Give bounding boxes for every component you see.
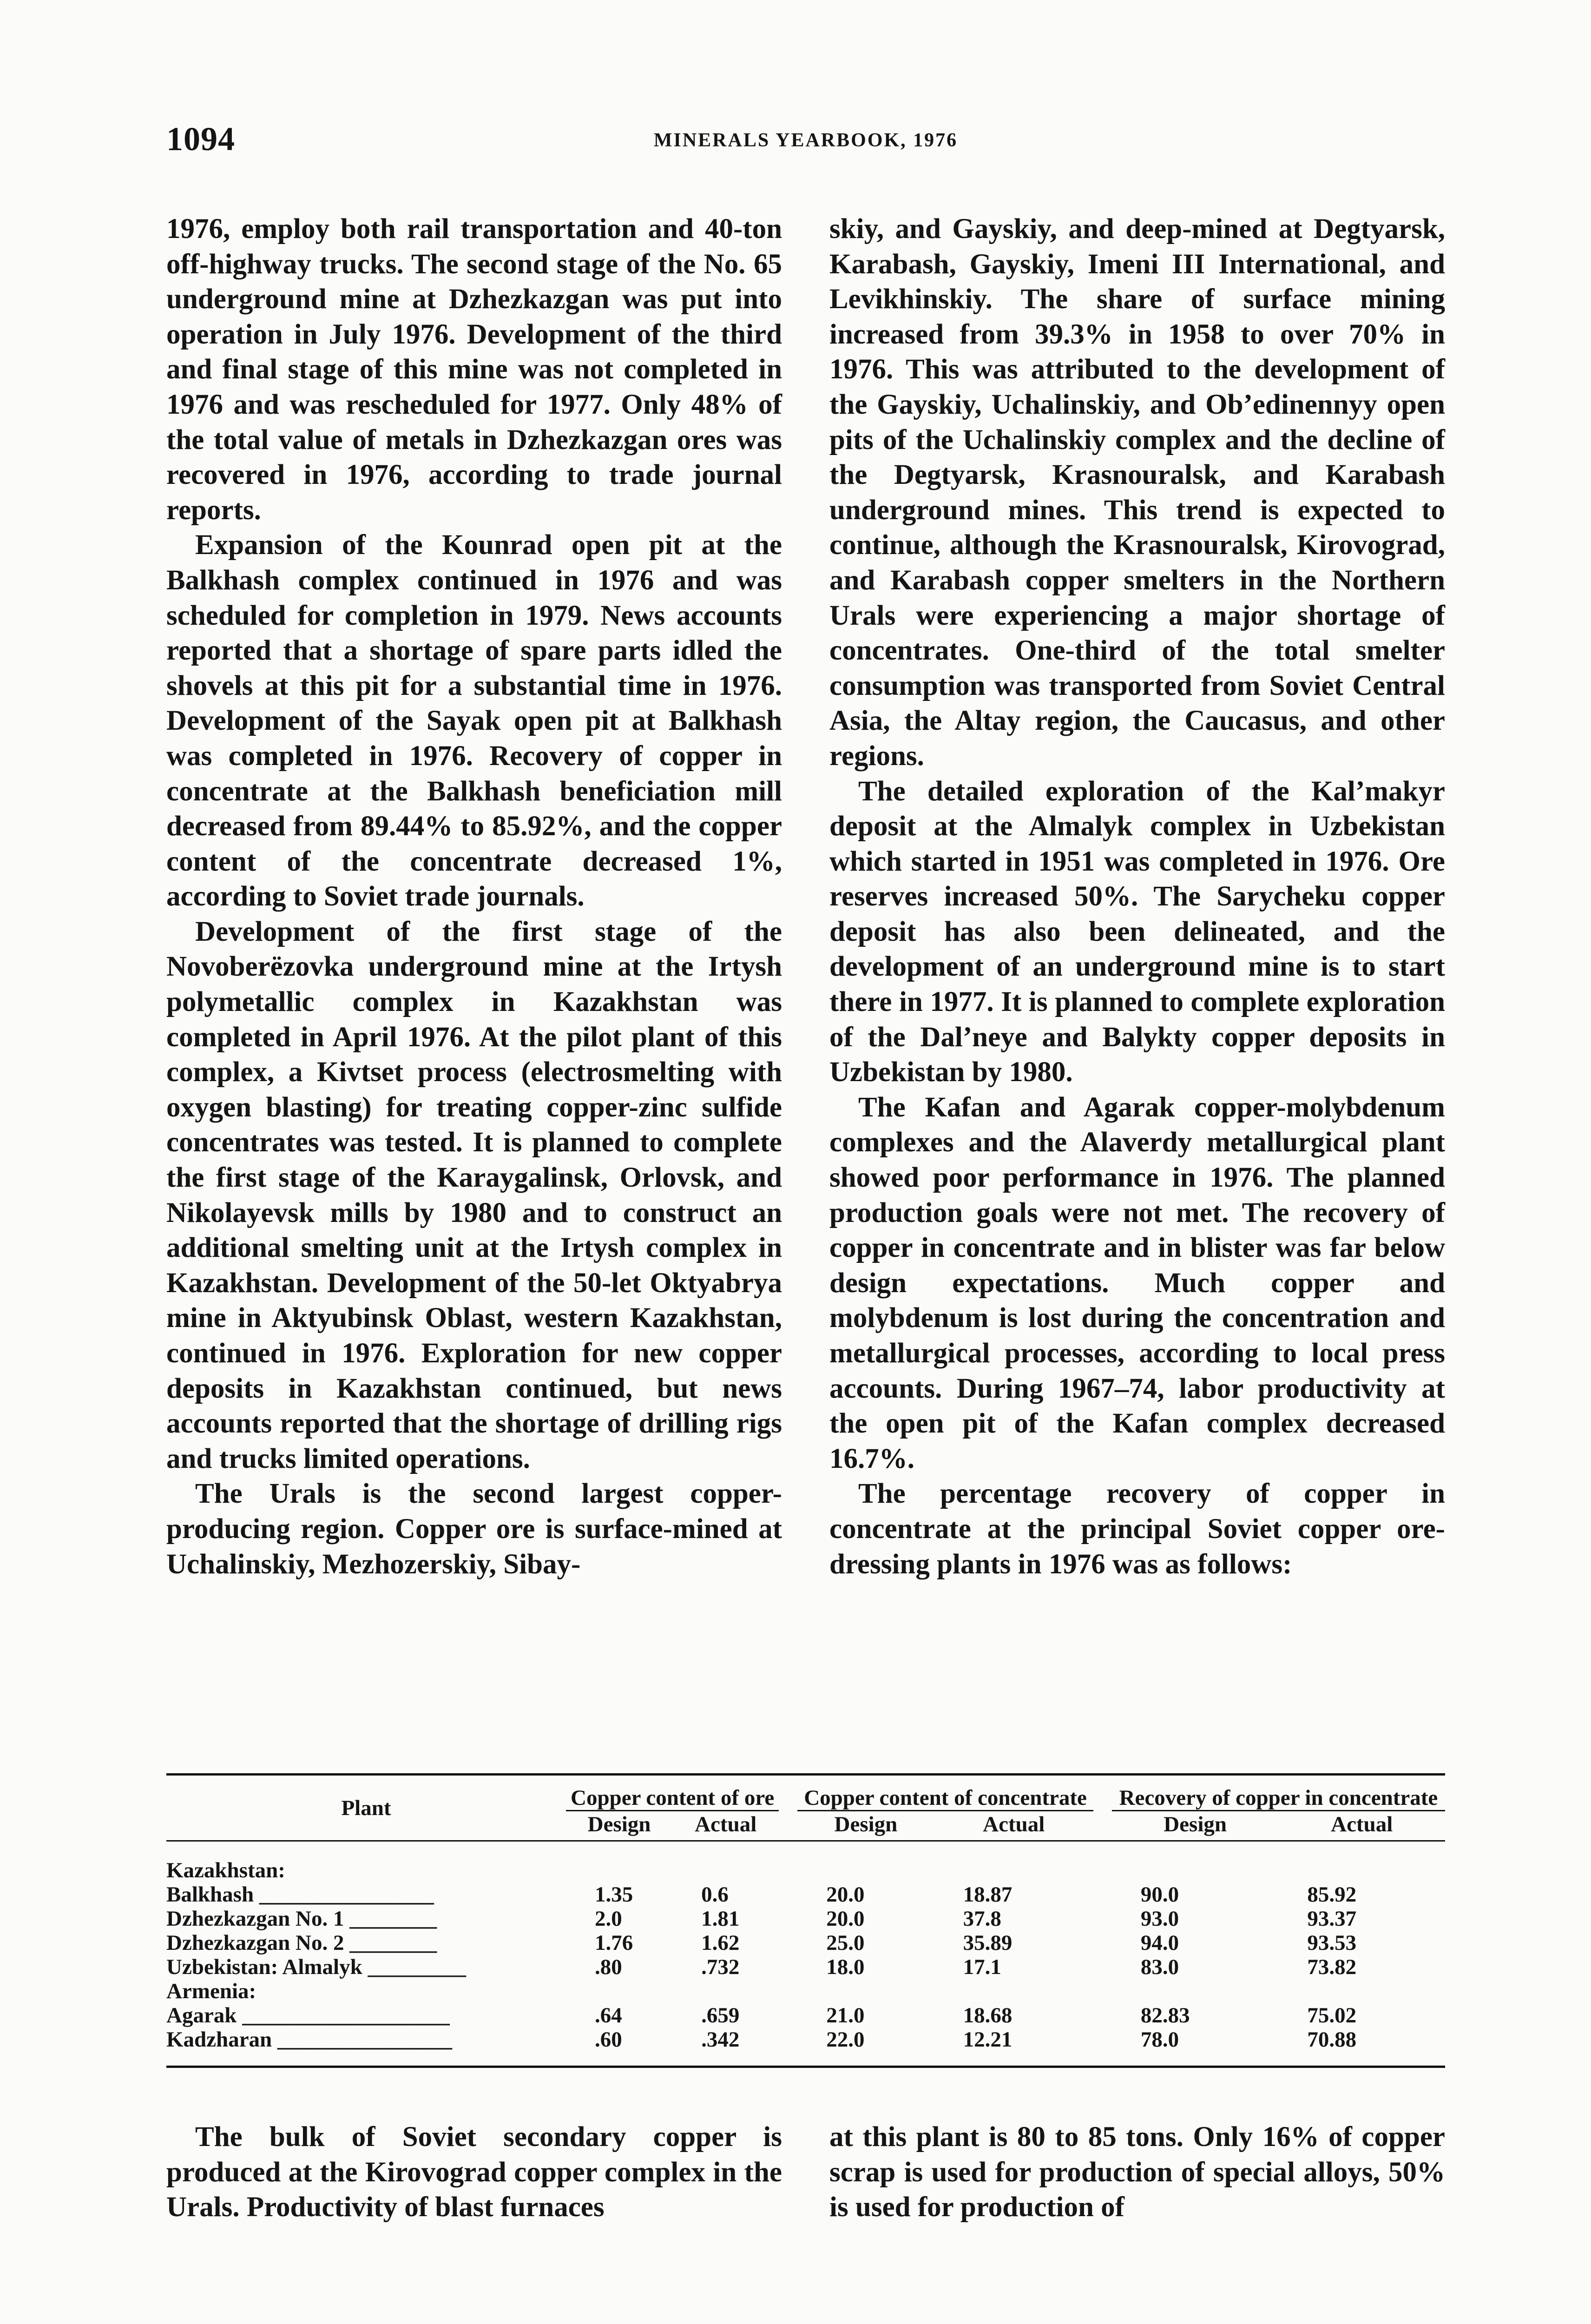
paragraph: The percentage recovery of copper in concentrate at the principal Soviet copper ore-dressing plants in 1976 was as follows: — [829, 1478, 1445, 1580]
plant-cell: Dzhezkazgan No. 1 ________ — [166, 1907, 437, 1931]
value-cell: 82.83 — [1140, 2003, 1190, 2027]
plant-cell: Dzhezkazgan No. 2 ________ — [166, 1931, 437, 1955]
value-cell — [1278, 1841, 1445, 1883]
value-cell: 37.8 — [963, 1907, 1001, 1931]
value-cell: 18.87 — [963, 1882, 1012, 1907]
right-column — [829, 2119, 1445, 2259]
value-cell: 93.0 — [1140, 1907, 1179, 1931]
value-cell: 2.0 — [595, 1907, 622, 1931]
plant-cell: Armenia: — [166, 1979, 256, 2003]
table-row — [166, 1907, 1445, 1931]
value-cell: 94.0 — [1140, 1931, 1179, 1955]
value-cell — [934, 1841, 1093, 1883]
value-cell: 20.0 — [826, 1907, 865, 1931]
running-title: MINERALS YEARBOOK, 1976 — [653, 130, 958, 151]
subheader-actual: Actual — [695, 1812, 757, 1836]
paragraph: The detailed exploration of the Kal’makyr deposit at the Almalyk complex in Uzbekistan which started in 1951 was completed in 1976. Ore reserves increased 50%. The Sarycheku copper deposit has also been delineated, and the development of an underground mine is to start there in 1977. It is planned to complete exploration of the Dal’neye and Balykty copper deposits in Uzbekistan by 1980. — [829, 775, 1445, 1088]
subheader-design: Design — [587, 1812, 651, 1836]
table-row — [166, 2003, 1445, 2027]
value-cell: 22.0 — [826, 2027, 865, 2052]
value-cell: 18.0 — [826, 1955, 865, 1979]
left-column — [166, 211, 782, 1736]
subheader-design: Design — [834, 1812, 898, 1836]
table-row — [166, 1882, 1445, 1907]
page-header — [166, 120, 1445, 162]
value-cell: 93.37 — [1307, 1907, 1357, 1931]
value-cell: 18.68 — [963, 2003, 1012, 2027]
value-cell: 93.53 — [1307, 1931, 1357, 1955]
upper-text-columns — [166, 211, 1445, 1736]
value-cell: 17.1 — [963, 1955, 1001, 1979]
value-cell: .342 — [701, 2027, 740, 2052]
right-column — [829, 211, 1445, 1736]
value-cell: 70.88 — [1307, 2027, 1357, 2052]
group-header-concentrate: Copper content of concentrate — [797, 1775, 1093, 1812]
value-cell: .659 — [701, 2003, 740, 2027]
paragraph: The bulk of Soviet secondary copper is produced at the Kirovograd copper complex in the Urals. Productivity of blast furnaces — [166, 2121, 782, 2223]
value-cell: 35.89 — [963, 1931, 1012, 1955]
value-cell: 83.0 — [1140, 1955, 1179, 1979]
paragraph: The Kafan and Agarak copper-molybdenum complexes and the Alaverdy metallurgical plant showed poor performance in 1976. The planned production goals were not met. The recovery of copper in concentrate and in blister was far below design expectations. Much copper and molybdenum is lost during the concentration and metallurgical processes, according to local press accounts. During 1967–74, labor productivity at the open pit of the Kafan complex decreased 16.7%. — [829, 1091, 1445, 1474]
value-cell — [672, 1841, 779, 1883]
plant-cell: Balkhash ________________ — [166, 1882, 434, 1907]
plant-cell: Uzbekistan: Almalyk _________ — [166, 1955, 466, 1979]
paragraph: The Urals is the second largest copper-producing region. Copper ore is surface-mined at Uchalinskiy, Mezhozerskiy, Sibay- — [166, 1478, 782, 1580]
paragraph: Development of the first stage of the Novoberëzovka underground mine at the Irtysh polymetallic complex in Kazakhstan was completed in April 1976. At the pilot plant of this complex, a Kivtset process (electrosmelting with oxygen blasting) for treating copper-zinc sulfide concentrates was tested. It is planned to complete the first stage of the Karaygalinsk, Orlovsk, and Nikolayevsk mills by 1980 and to construct an additional smelting unit at the Irtysh complex in Kazakhstan. Development of the 50-let Oktyabrya mine in Aktyubinsk Oblast, western Kazakhstan, continued in 1976. Exploration for new copper deposits in Kazakhstan continued, but news accounts reported that the shortage of drilling rigs and trucks limited operations. — [166, 916, 782, 1474]
value-cell: 12.21 — [963, 2027, 1012, 2052]
value-cell: 73.82 — [1307, 1955, 1357, 1979]
paragraph: 1976, employ both rail transportation and 40-ton off-highway trucks. The second stage of the No. 65 underground mine at Dzhezkazgan was put into operation in July 1976. Development of the third and final stage of this mine was not completed in 1976 and was rescheduled for 1977. Only 48% of the total value of metals in Dzhezkazgan ores was recovered in 1976, according to trade journal reports. — [166, 213, 782, 526]
table-row — [166, 2027, 1445, 2067]
plant-cell: Agarak ___________________ — [166, 2003, 450, 2027]
value-cell — [1112, 1841, 1279, 1883]
subheader-design: Design — [1164, 1812, 1227, 1836]
value-cell: 78.0 — [1140, 2027, 1179, 2052]
value-cell: .80 — [595, 1955, 622, 1979]
value-cell — [566, 1979, 672, 2003]
value-cell: 75.02 — [1307, 2003, 1357, 2027]
paragraph: skiy, and Gayskiy, and deep-mined at Degtyarsk, Karabash, Gayskiy, Imeni III International, and Levikhinskiy. The share of surface mining increased from 39.3% in 1958 to over 70% in 1976. This was attributed to the development of the Gayskiy, Uchalinskiy, and Ob’edinennyy open pits of the Uchalinskiy complex and the decline of the Degtyarsk, Krasnouralsk, and Karabash underground mines. This trend is expected to continue, although the Krasnouralsk, Kirovograd, and Karabash copper smelters in the Northern Urals were experiencing a major shortage of concentrates. One-third of the total smelter consumption was transported from Soviet Central Asia, the Altay region, the Caucasus, and other regions. — [829, 213, 1445, 772]
table-body — [166, 1841, 1445, 2067]
left-column — [166, 2119, 782, 2259]
value-cell: 85.92 — [1307, 1882, 1357, 1907]
plant-cell: Kadzharan ________________ — [166, 2027, 452, 2052]
value-cell: .60 — [595, 2027, 622, 2052]
value-cell — [1278, 1979, 1445, 2003]
value-cell — [672, 1979, 779, 2003]
value-cell: .64 — [595, 2003, 622, 2027]
value-cell: 1.81 — [701, 1907, 740, 1931]
value-cell: 1.35 — [595, 1882, 633, 1907]
value-cell: 20.0 — [826, 1882, 865, 1907]
data-table — [166, 1773, 1445, 2068]
group-header-ore: Copper content of ore — [566, 1775, 779, 1812]
value-cell — [934, 1979, 1093, 2003]
value-cell: 0.6 — [701, 1882, 729, 1907]
table-row — [166, 1955, 1445, 1979]
plant-column-header: Plant — [341, 1796, 391, 1820]
table-row — [166, 1931, 1445, 1955]
value-cell: 21.0 — [826, 2003, 865, 2027]
value-cell: 90.0 — [1140, 1882, 1179, 1907]
value-cell: .732 — [701, 1955, 740, 1979]
value-cell: 25.0 — [826, 1931, 865, 1955]
copper-recovery-table — [166, 1773, 1445, 2068]
paragraph: at this plant is 80 to 85 tons. Only 16% of copper scrap is used for production of special alloys, 50% is used for production of — [829, 2121, 1445, 2223]
lower-text-columns — [166, 2119, 1445, 2259]
value-cell — [566, 1841, 672, 1883]
value-cell: 1.76 — [595, 1931, 633, 1955]
table-row — [166, 1979, 1445, 2003]
plant-cell: Kazakhstan: — [166, 1858, 285, 1882]
value-cell — [797, 1979, 934, 2003]
page-number: 1094 — [166, 120, 235, 158]
subheader-actual: Actual — [1331, 1812, 1393, 1836]
value-cell — [797, 1841, 934, 1883]
value-cell: 1.62 — [701, 1931, 740, 1955]
value-cell — [1112, 1979, 1279, 2003]
group-header-recovery: Recovery of copper in concentrate — [1112, 1775, 1445, 1812]
table-row — [166, 1841, 1445, 1883]
paragraph: Expansion of the Kounrad open pit at the Balkhash complex continued in 1976 and was scheduled for completion in 1979. News accounts reported that a shortage of spare parts idled the shovels at this pit for a substantial time in 1976. Development of the Sayak open pit at Balkhash was completed in 1976. Recovery of copper in concentrate at the Balkhash beneficiation mill decreased from 89.44% to 85.92%, and the copper content of the concentrate decreased 1%, according to Soviet trade journals. — [166, 529, 782, 912]
subheader-actual: Actual — [983, 1812, 1045, 1836]
